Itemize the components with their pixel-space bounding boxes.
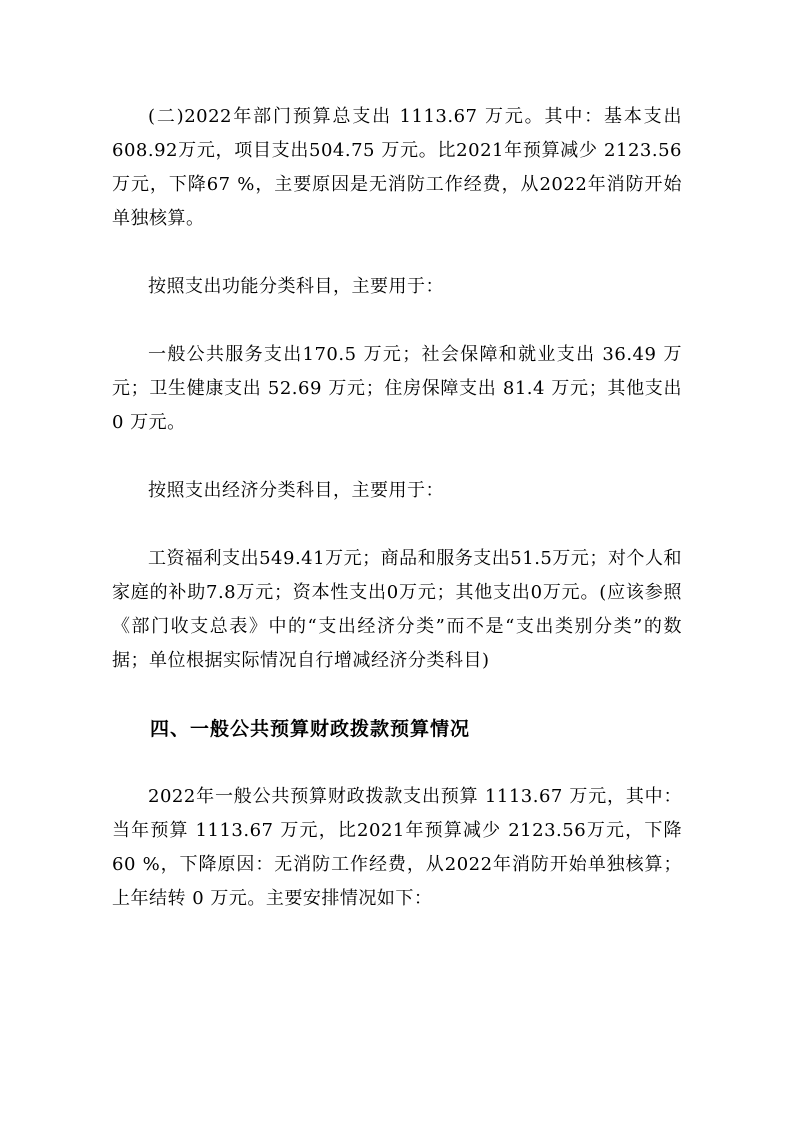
general-budget-paragraph: 2022年一般公共预算财政拨款支出预算 1113.67 万元，其中：当年预算 1113.67 万元，比2021年预算减少 2123.56万元，下降60 %，下降原因：无消防工作经费，从2022年消防开始单独核算；上年结转 0 万元。主要安排情况如下： — [112, 786, 682, 909]
economic-classification-intro: 按照支出经济分类科目，主要用于： — [148, 480, 444, 501]
paragraph-gap — [112, 304, 682, 338]
paragraph-gap — [112, 746, 682, 780]
paragraph-gap — [112, 236, 682, 270]
paragraph-gap — [112, 678, 682, 712]
functional-classification-details: 一般公共服务支出170.5 万元；社会保障和就业支出 36.49 万元；卫生健康支出 52.69 万元；住房保障支出 81.4 万元；其他支出 0 万元。 — [112, 344, 682, 433]
economic-classification-details: 工资福利支出549.41万元；商品和服务支出51.5万元；对个人和家庭的补助7.8万元；资本性支出0万元；其他支出0万元。(应该参照《部门收支总表》中的“支出经济分类”而不是“支出类别分类”的数据；单位根据实际情况自行增减经济分类科目) — [112, 548, 682, 671]
section-heading-4: 四、一般公共预算财政拨款预算情况 — [150, 718, 471, 740]
paragraph-gap — [112, 508, 682, 542]
total-expenditure-paragraph: (二)2022年部门预算总支出 1113.67 万元。其中：基本支出 608.92万元，项目支出504.75 万元。比2021年预算减少 2123.56 万元，下降67 %，主要原因是无消防工作经费，从2022年消防开始单独核算。 — [112, 106, 682, 229]
functional-classification-intro: 按照支出功能分类科目，主要用于： — [148, 276, 444, 297]
document-page — [112, 100, 682, 916]
paragraph-gap — [112, 440, 682, 474]
